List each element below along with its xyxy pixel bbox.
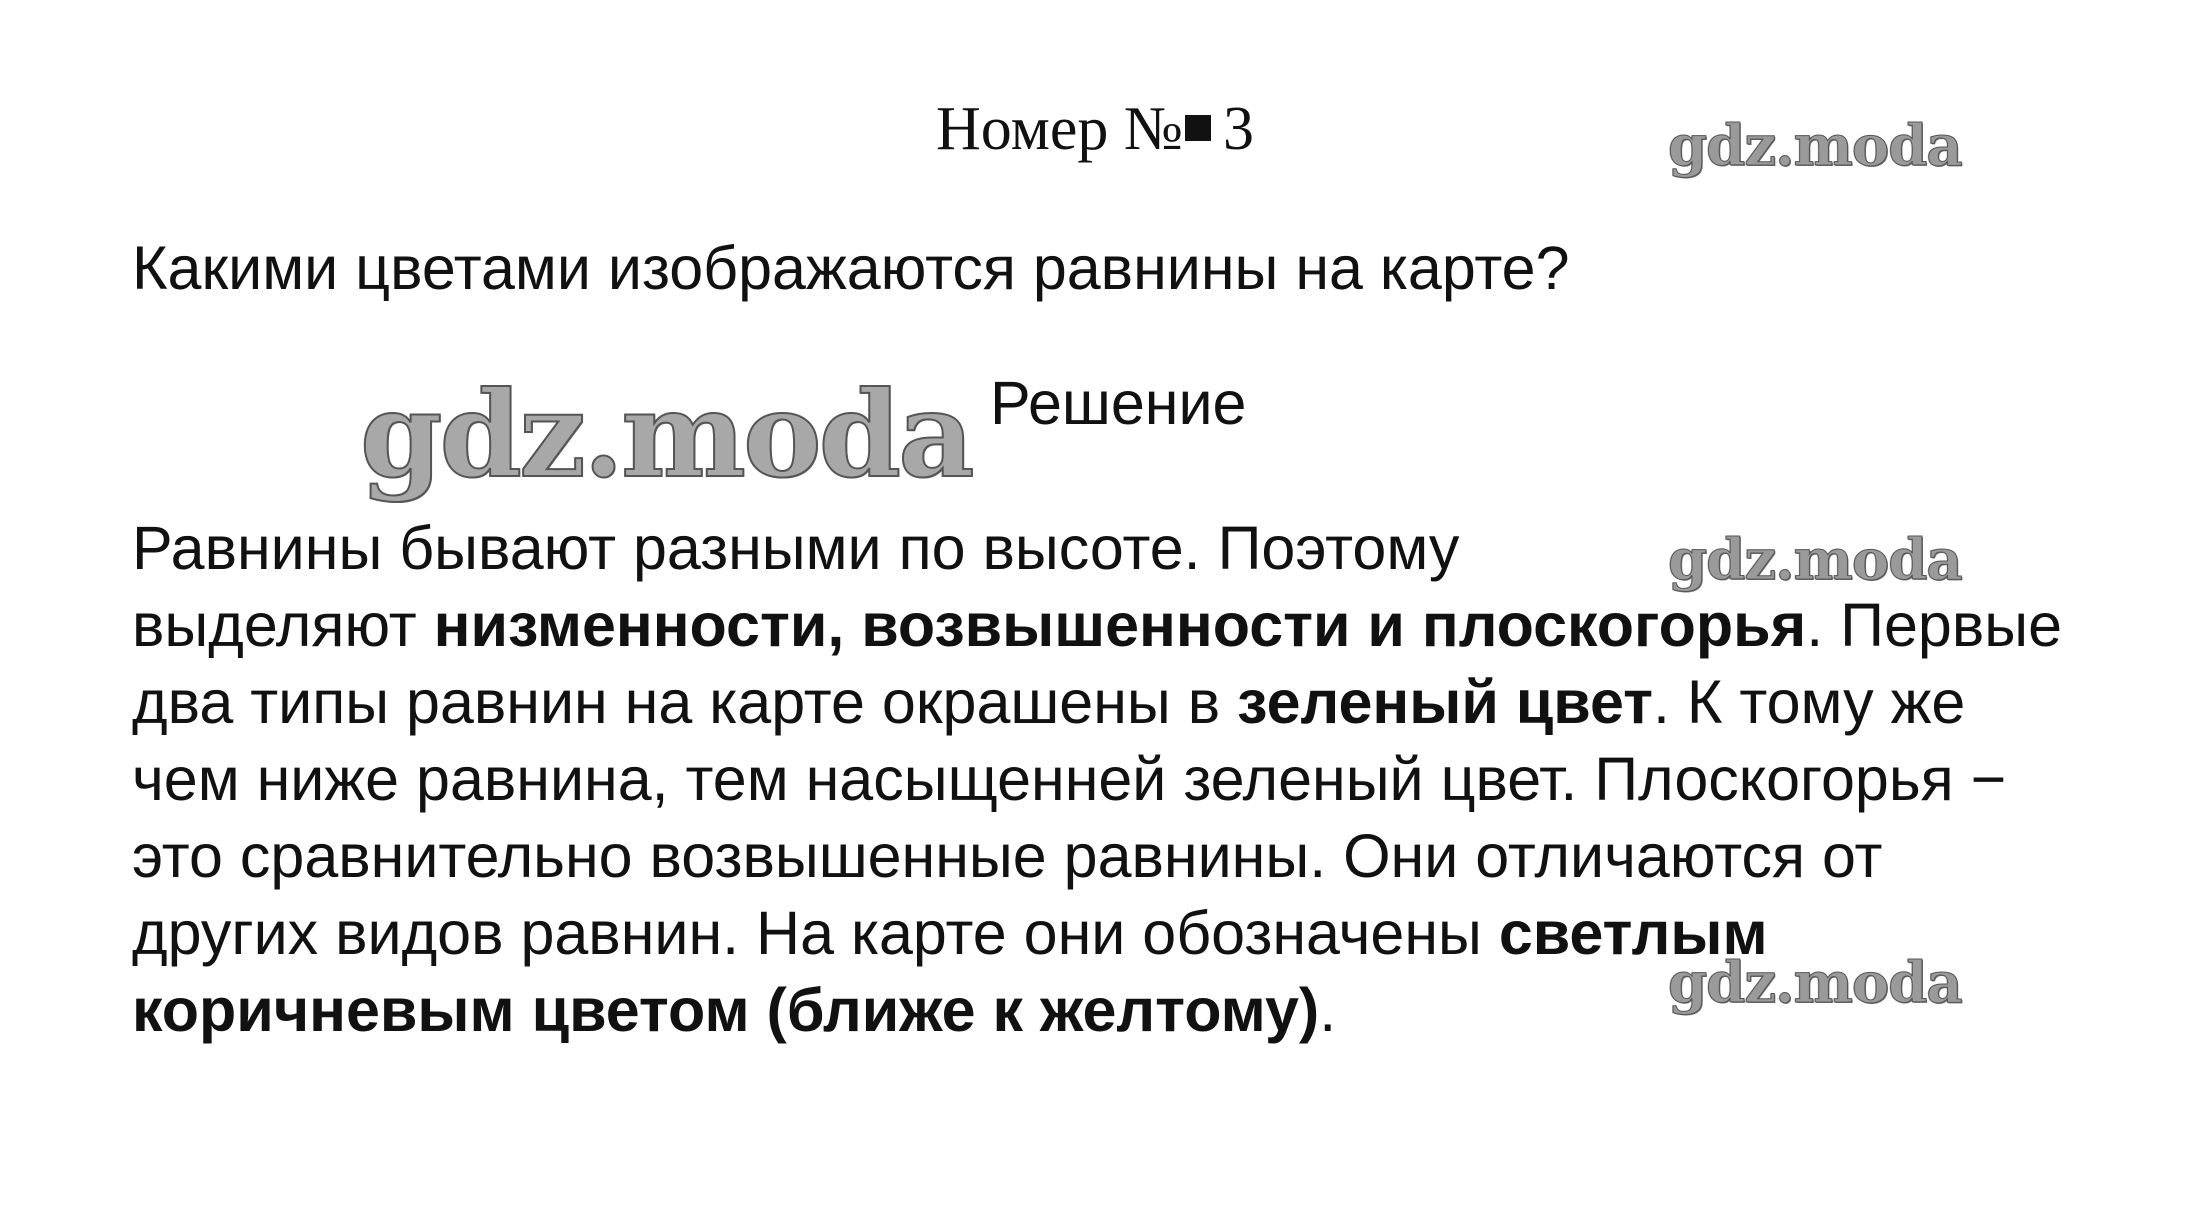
watermark-logo-large: gdz.moda	[360, 365, 972, 504]
answer-bold-text: светлым	[1498, 899, 1768, 967]
answer-bold-text: зеленый цвет	[1237, 668, 1653, 736]
answer-text: Равнины бывают разными по высоте. Поэтому	[132, 514, 1460, 582]
answer-line	[132, 741, 2132, 818]
answer-text: . К тому же	[1652, 668, 1966, 736]
answer-text: чем ниже равнина, тем насыщенней зеленый цвет. Плоскогорья −	[132, 745, 2007, 813]
square-bullet-icon	[1185, 115, 1211, 141]
answer-text: других видов равнин. На карте они обозначены	[132, 899, 1499, 967]
task-number-prefix: Номер №	[936, 95, 1184, 163]
watermark-logo: gdz.moda	[1668, 527, 1962, 593]
question-text: Какими цветами изображаются равнины на карте?	[132, 234, 1570, 302]
watermark-logo: gdz.moda	[1668, 113, 1962, 179]
answer-line	[132, 818, 2132, 895]
answer-line	[132, 587, 2132, 664]
answer-bold-text: низменности, возвышенности и плоскогорья	[433, 591, 1807, 659]
answer-text: это сравнительно возвышенные равнины. Они отличаются от	[132, 822, 1883, 890]
answer-text: .	[1319, 976, 1337, 1044]
solution-heading: Решение	[990, 369, 1247, 437]
watermark-logo: gdz.moda	[1668, 950, 1962, 1016]
task-number-value: 3	[1223, 95, 1255, 163]
task-number-title	[936, 95, 1255, 163]
answer-text: выделяют	[132, 591, 434, 659]
answer-bold-text: коричневым цветом (ближе к желтому)	[132, 976, 1320, 1044]
answer-text: два типы равнин на карте окрашены в	[132, 668, 1238, 736]
answer-text: . Первые	[1806, 591, 2063, 659]
answer-line	[132, 664, 2132, 741]
